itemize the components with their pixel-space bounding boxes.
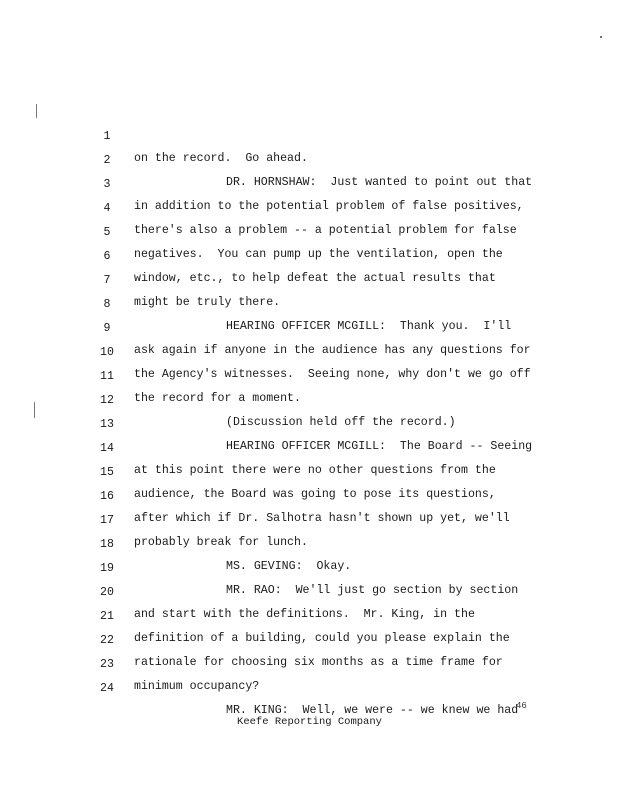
line-number: 8 <box>103 298 111 311</box>
line-number: 24 <box>100 682 114 695</box>
line-text: MR. RAO: We'll just go section by section <box>226 584 519 597</box>
line-text: audience, the Board was going to pose its questions, <box>134 488 496 501</box>
scan-speck <box>600 36 602 38</box>
line-text: the Agency's witnesses. Seeing none, why don't we go off <box>134 368 531 381</box>
transcript-line <box>0 104 619 165</box>
line-text: the record for a moment. <box>134 392 301 405</box>
line-number: 13 <box>100 418 114 431</box>
line-number: 18 <box>100 538 114 551</box>
line-text: definition of a building, could you please explain the <box>134 632 510 645</box>
line-text: negatives. You can pump up the ventilation, open the <box>134 248 503 261</box>
line-text: after which if Dr. Salhotra hasn't shown up yet, we'll <box>134 512 510 525</box>
line-number: 12 <box>100 394 114 407</box>
line-number: 3 <box>103 178 111 191</box>
line-text: window, etc., to help defeat the actual results that <box>134 272 496 285</box>
line-text: minimum occupancy? <box>134 680 260 693</box>
line-text: (Discussion held off the record.) <box>226 416 456 429</box>
line-number: 23 <box>100 658 114 671</box>
line-text: DR. HORNSHAW: Just wanted to point out that <box>226 176 533 189</box>
line-text: HEARING OFFICER MCGILL: The Board -- Seeing <box>226 440 533 453</box>
line-number: 4 <box>103 202 111 215</box>
line-text: MS. GEVING: Okay. <box>226 560 352 573</box>
line-number: 20 <box>100 586 114 599</box>
line-number: 11 <box>100 370 114 383</box>
line-text: in addition to the potential problem of false positives, <box>134 200 524 213</box>
line-number: 9 <box>103 322 111 335</box>
footer-reporting-company: Keefe Reporting Company <box>237 716 382 728</box>
line-number: 17 <box>100 514 114 527</box>
line-number: 15 <box>100 466 114 479</box>
line-text: and start with the definitions. Mr. King, in the <box>134 608 475 621</box>
line-number: 22 <box>100 634 114 647</box>
line-number: 10 <box>100 346 114 359</box>
line-text: ask again if anyone in the audience has any questions for <box>134 344 531 357</box>
line-number: 5 <box>103 226 111 239</box>
line-text: rationale for choosing six months as a time frame for <box>134 656 503 669</box>
line-text: at this point there were no other questions from the <box>134 464 496 477</box>
line-text: probably break for lunch. <box>134 536 308 549</box>
line-number: 19 <box>100 562 114 575</box>
page-number: 46 <box>516 701 527 711</box>
line-number: 1 <box>103 130 111 143</box>
line-text: might be truly there. <box>134 296 281 309</box>
line-number: 2 <box>103 154 111 167</box>
line-text: there's also a problem -- a potential problem for false <box>134 224 517 237</box>
line-number: 6 <box>103 250 111 263</box>
line-number: 14 <box>100 442 114 455</box>
line-number: 16 <box>100 490 114 503</box>
line-number: 7 <box>103 274 111 287</box>
line-number: 21 <box>100 610 114 623</box>
line-text: MR. KING: Well, we were -- we knew we had <box>226 704 519 717</box>
line-text: on the record. Go ahead. <box>134 152 308 165</box>
line-text: HEARING OFFICER MCGILL: Thank you. I'll <box>226 320 512 333</box>
